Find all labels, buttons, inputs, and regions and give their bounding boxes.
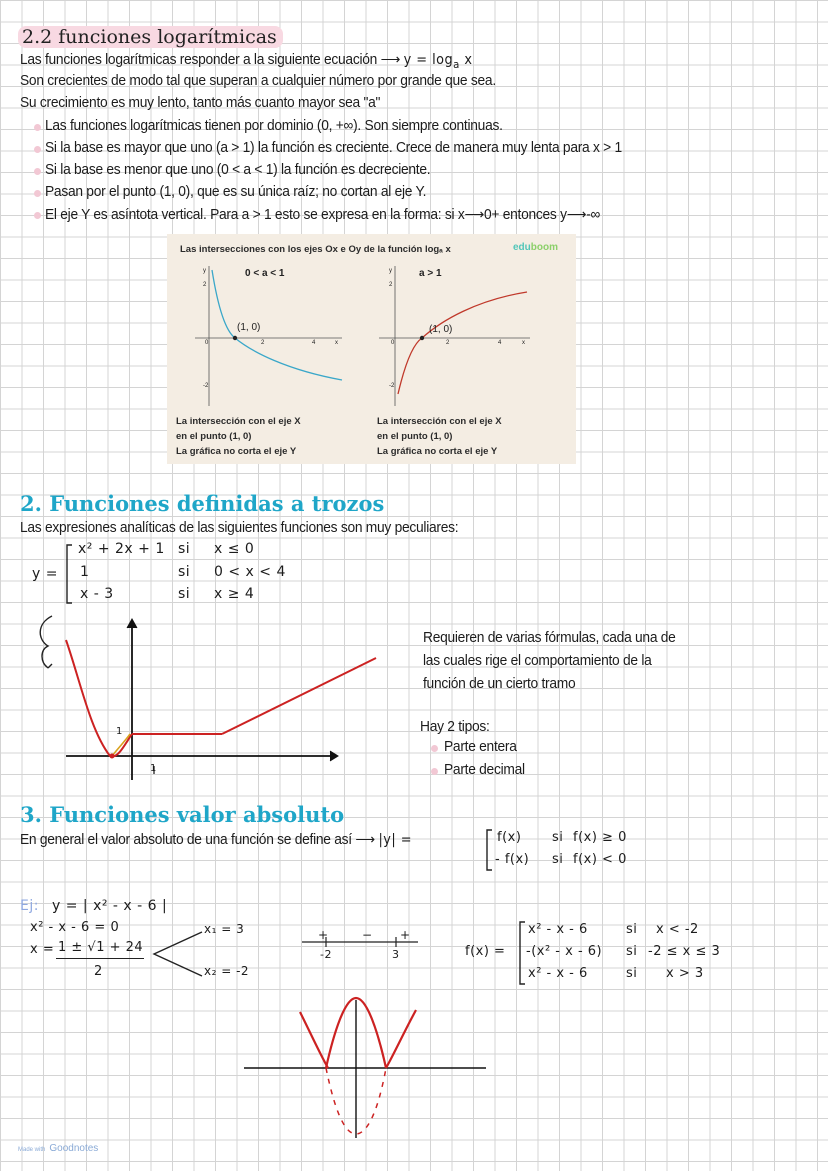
- intersection-point: [233, 336, 237, 340]
- graph-tick-x1: 1: [150, 763, 157, 774]
- root-2: x₂ = -2: [204, 964, 250, 978]
- left-tick-y2: 2: [203, 282, 207, 288]
- graph-tick-y1: 1: [116, 726, 123, 737]
- fx-case-1-si: si: [626, 922, 638, 937]
- left-y-axis-label: y: [203, 268, 206, 274]
- work-numerator: 1 ± √1 + 24: [58, 940, 144, 955]
- section-abs-title: 3. Funciones valor absoluto: [20, 802, 345, 827]
- abs-branch-right: [386, 1010, 416, 1068]
- fx-case-2-si: si: [626, 944, 638, 959]
- log-bullet-3: Si la base es menor que uno (0 < a < 1) la función es decreciente.: [45, 161, 431, 178]
- right-x-axis-label: x: [522, 340, 525, 346]
- left-point-label: (1, 0): [237, 322, 261, 333]
- right-tick-y2: 2: [389, 282, 393, 288]
- arrow-icon: ⟶: [380, 51, 404, 68]
- figure-title: Las intersecciones con los ejes Ox e Oy de la función logₐ x: [180, 244, 451, 255]
- right-tick-x0: 0: [391, 340, 395, 346]
- log-bullet-1: Las funciones logarítmicas tienen por dominio (0, +∞). Son siempre continuas.: [45, 117, 503, 134]
- fx-case-1-cond: x < -2: [656, 922, 699, 937]
- bullet-dot: [431, 745, 438, 752]
- case-3-expr: x - 3: [80, 586, 114, 602]
- log-graphs-figure: [167, 234, 576, 464]
- sign-tick-minus2: -2: [320, 948, 332, 961]
- piecewise-y-eq: y =: [32, 566, 58, 582]
- fx-case-3-cond: x > 3: [666, 966, 704, 981]
- intersection-point: [420, 336, 424, 340]
- caption-right-1: La intersección con el eje X: [377, 416, 502, 427]
- sign-plus-left: +: [318, 928, 329, 942]
- piecewise-brace: [62, 543, 74, 605]
- right-graph-label: a > 1: [419, 268, 442, 279]
- caption-left-2: en el punto (1, 0): [176, 431, 252, 442]
- piecewise-intro: Las expresiones analíticas de las siguientes funciones son muy peculiares:: [20, 519, 459, 536]
- sign-tick-3: 3: [392, 948, 400, 961]
- abs-def-brace: [482, 828, 494, 872]
- caption-left-1: La intersección con el eje X: [176, 416, 301, 427]
- abs-def-1-cond: f(x) ≥ 0: [573, 830, 627, 845]
- abs-value-graph: [240, 992, 490, 1142]
- fx-lhs: f(x) =: [465, 944, 506, 959]
- example-equation: y = | x² - x - 6 |: [52, 898, 168, 914]
- log-curve-decreasing: [212, 270, 342, 380]
- abs-def-1-si: si: [552, 830, 564, 845]
- abs-def-2-si: si: [552, 852, 564, 867]
- arrow-icon: ⟶: [351, 831, 379, 848]
- left-tick-x4: 4: [312, 340, 316, 346]
- example-label: Ej:: [20, 898, 39, 914]
- roots-split-lines: [150, 928, 206, 980]
- caption-left-3: La gráfica no corta el eje Y: [176, 446, 297, 457]
- work-line-1: x² - x - 6 = 0: [30, 920, 120, 935]
- abs-def-1-expr: f(x): [497, 830, 522, 845]
- types-title: Hay 2 tipos:: [420, 718, 490, 735]
- sign-plus-right: +: [400, 928, 411, 942]
- fx-case-2-cond: -2 ≤ x ≤ 3: [648, 944, 721, 959]
- piece-linear: [222, 658, 376, 734]
- root-1: x₁ = 3: [204, 922, 245, 936]
- log-line-2: Son crecientes de modo tal que superan a cualquier número por grande que sea.: [20, 72, 496, 89]
- case-3-si: si: [178, 586, 191, 602]
- left-x-axis-label: x: [335, 340, 338, 346]
- work-x: x =: [30, 942, 55, 957]
- caption-right-2: en el punto (1, 0): [377, 431, 453, 442]
- fx-case-3-si: si: [626, 966, 638, 981]
- case-2-si: si: [178, 564, 191, 580]
- section-piecewise-title: 2. Funciones definidas a trozos: [20, 491, 385, 516]
- left-graph-label: 0 < a < 1: [245, 268, 285, 279]
- piecewise-graph: [30, 610, 390, 785]
- abs-intro: En general el valor absoluto de una función se define así ⟶ |y| =: [20, 831, 412, 848]
- piecewise-note-1: Requieren de varias fórmulas, cada una de: [423, 629, 676, 646]
- log-graphs-svg: [167, 234, 576, 464]
- log-bullet-4: Pasan por el punto (1, 0), que es su única raíz; no cortan al eje Y.: [45, 183, 427, 200]
- fx-case-3-expr: x² - x - 6: [528, 966, 588, 981]
- log-bullet-2: Si la base es mayor que uno (a > 1) la función es creciente. Crece de manera muy lenta para x > 1: [45, 139, 622, 156]
- abs-branch-left: [300, 1012, 328, 1068]
- bullet-dot: [34, 190, 41, 197]
- log-equation: $y = \log_a x$: [403, 52, 473, 71]
- type-item-2: Parte decimal: [444, 761, 525, 778]
- piece-parabola: [66, 640, 132, 757]
- bullet-dot: [34, 212, 41, 219]
- bullet-dot: [34, 146, 41, 153]
- log-curve-increasing: [398, 292, 527, 394]
- work-denominator: 2: [94, 964, 103, 979]
- left-tick-ym2: -2: [203, 383, 209, 389]
- right-tick-ym2: -2: [389, 383, 395, 389]
- right-y-axis-label: y: [389, 268, 392, 274]
- type-item-1: Parte entera: [444, 738, 517, 755]
- abs-def-2-cond: f(x) < 0: [573, 852, 627, 867]
- section-log-title: 2.2 funciones logarítmicas: [18, 26, 283, 48]
- case-2-cond: 0 < x < 4: [214, 564, 286, 580]
- right-point-label: (1, 0): [429, 324, 453, 335]
- bullet-dot: [431, 768, 438, 775]
- bullet-dot: [34, 168, 41, 175]
- curly-arrow-icon: [40, 616, 52, 668]
- log-line-1: Las funciones logarítmicas responder a la siguiente ecuación ⟶ $y = \log_a x$: [20, 51, 473, 71]
- right-tick-x4: 4: [498, 340, 502, 346]
- left-tick-x0: 0: [205, 340, 209, 346]
- log-line-3: Su crecimiento es muy lento, tanto más cuanto mayor sea "a": [20, 94, 381, 111]
- fx-case-2-expr: -(x² - x - 6): [526, 944, 603, 959]
- fx-case-1-expr: x² - x - 6: [528, 922, 588, 937]
- goodnotes-watermark: Made with Goodnotes: [18, 1143, 99, 1154]
- case-1-si: si: [178, 541, 191, 557]
- piecewise-note-2: las cuales rige el comportamiento de la: [423, 652, 652, 669]
- case-1-cond: x ≤ 0: [214, 541, 255, 557]
- case-2-expr: 1: [80, 564, 90, 580]
- bullet-dot: [34, 124, 41, 131]
- log-bullet-5: El eje Y es asíntota vertical. Para a > 1 esto se expresa en la forma: si x⟶0+ entonces y⟶-∞: [45, 206, 601, 223]
- right-tick-x2: 2: [446, 340, 450, 346]
- case-1-expr: x² + 2x + 1: [78, 541, 165, 557]
- caption-right-3: La gráfica no corta el eje Y: [377, 446, 498, 457]
- piecewise-note-3: función de un cierto tramo: [423, 675, 576, 692]
- brand-logo: eduboom: [513, 242, 558, 253]
- fraction-bar: [56, 958, 144, 959]
- abs-def-2-expr: - f(x): [495, 852, 530, 867]
- sign-minus: −: [362, 928, 373, 942]
- case-3-cond: x ≥ 4: [214, 586, 255, 602]
- left-tick-x2: 2: [261, 340, 265, 346]
